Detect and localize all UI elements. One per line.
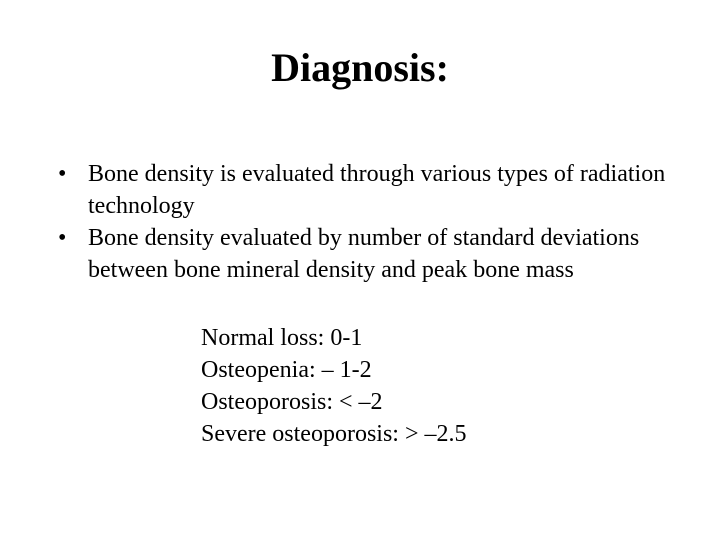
scale-item-severe-osteoporosis: Severe osteoporosis: > –2.5: [201, 421, 467, 447]
bullet-item-radiation: [58, 158, 678, 222]
bullet-text: Bone density evaluated by number of standard deviations between bone mineral density and peak bone mass: [88, 225, 640, 283]
scale-item-osteopenia: Osteopenia: – 1-2: [201, 357, 372, 383]
bullet-list: [58, 158, 678, 286]
bullet-item-standard-deviations: [58, 222, 678, 286]
scale-item-normal-loss: Normal loss: 0-1: [201, 325, 363, 351]
bullet-icon: •: [58, 161, 67, 187]
bullet-icon: •: [58, 225, 67, 251]
slide-title: Diagnosis:: [271, 45, 449, 90]
bullet-text: Bone density is evaluated through various types of radiation technology: [88, 161, 666, 219]
scale-item-osteoporosis: Osteoporosis: < –2: [201, 389, 383, 415]
diagnosis-scale-list: [201, 322, 467, 450]
